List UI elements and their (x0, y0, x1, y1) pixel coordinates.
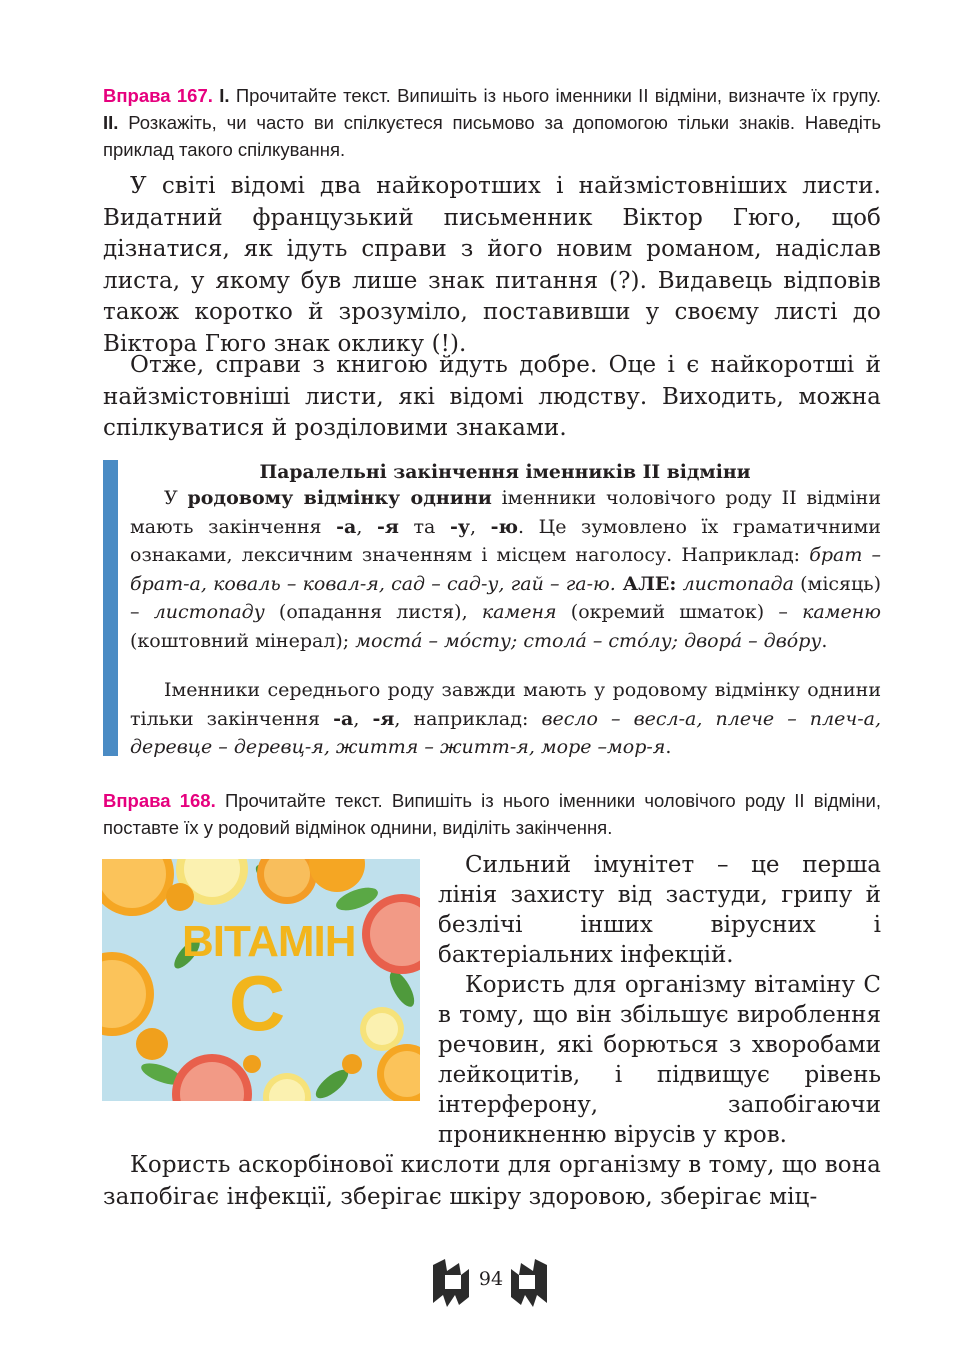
exercise-168-label: Вправа 168. (103, 790, 216, 811)
rule-text: . Це зумовлено їх граматичними ознаками, лексичним значенням і місцем наголосу. Наприклад: (130, 515, 881, 567)
exercise-168-text: Прочитайте текст. Випишіть із нього іменники чоловічого роду II відміни, поставте їх у родовий відмінок однини, виділіть закінчення. (103, 790, 882, 838)
rule-example: листопаду (153, 601, 265, 624)
exercise-167-task (103, 82, 881, 163)
part-1-text: Прочитайте текст. Випишіть із нього іменники II відміни, визначте їх групу. (229, 85, 882, 106)
rule-accent-bar (103, 460, 118, 756)
ending-ya: -я (372, 707, 395, 730)
ending-a: -а (336, 515, 357, 538)
rule-text: (окремий шматок) – (556, 601, 803, 624)
rule-but: АЛЕ: (615, 572, 677, 595)
vitamin-word: ВІТАМІН (182, 917, 356, 966)
exercise-167-label: Вправа 167. (103, 85, 213, 106)
rule-text: (опадання листя), (264, 601, 482, 624)
rule-text: , (353, 707, 373, 730)
rule-example: каменя (481, 601, 557, 624)
text-168-paragraph-2: Користь для організму вітаміну С в тому, що він збільшує вироблення речовин, які борються з хворобами лейкоцитів, і підвищує рівень інтерферону, запобігаючи проникненню вірусів у кров. (438, 972, 881, 1148)
rule-text: (місяць) – (130, 572, 881, 624)
text-167-paragraph-2: Отже, справи з книгою йдуть добре. Оце і є найкоротші й найзмістовніші листи, які відомі людству. Виходить, можна спілкуватися й розділовими знаками. (103, 352, 881, 441)
rule-text: іменники чоловічого роду II відміни мають закінчення (130, 487, 881, 538)
ending-yu: -ю (490, 515, 519, 538)
ending-a: -а (333, 707, 354, 730)
rule-text: та (398, 515, 450, 538)
rule-text: , (470, 515, 491, 538)
rule-text: . (665, 736, 672, 759)
grammar-rule-box (103, 458, 881, 759)
text-168-paragraph-3: Користь аскорбінової кислоти для організму в тому, що вона запобігає інфекції, зберігає шкіру здоровою, зберігає міц- (103, 1152, 881, 1210)
exercise-168-task (103, 787, 881, 841)
vitamin-caption (182, 917, 356, 1047)
rule-text: Іменники середнього роду завжди мають у родовому відмінку однини тільки закінчення (130, 679, 881, 730)
rule-example: мостá – мóсту; столá – стóлу; дворá – двóру (355, 629, 822, 652)
text-168-paragraph-1: Сильний імунітет – це перша лінія захисту від застуди, грипу й безлічі інших вірусних і бактеріальних інфекцій. (438, 852, 881, 968)
rule-paragraph-1 (130, 484, 881, 656)
rule-examples: весло – весл-а, плече – плеч-а, деревце – деревц-я, життя – житт-я, море –мор-я (130, 707, 881, 759)
rule-title: Паралельні закінчення іменників II відміни (259, 461, 751, 483)
part-1-marker: І. (219, 85, 230, 106)
rule-example: листопада (676, 572, 794, 595)
part-2-text: Розкажіть, чи часто ви спілкуєтеся письмово за допомогою тільки знаків. Наведіть приклад такого спілкування. (103, 112, 881, 160)
ending-u: -у (449, 515, 470, 538)
rule-paragraph-2 (130, 676, 881, 762)
rule-text: , наприклад: (394, 707, 542, 730)
rule-text: . (821, 629, 828, 652)
rule-bold-term: родовому відмінку однини (187, 487, 492, 509)
page-number: 94 (478, 1268, 504, 1290)
text-167-paragraph-1: У світі відомі два найкоротших і найзмістовніших листи. Видатний французький письменник Віктор Гюго, щоб дізнатися, як ідуть справи з його новим романом, надіслав листа, у якому був лише знак питання (?). Видавець відповів також коротко й зрозуміло, поставивши у своєму листі до Віктора Гюго знак оклику (!). (103, 173, 881, 357)
rule-text: У (164, 487, 188, 509)
rule-text: , (356, 515, 377, 538)
vitamin-letter: С (228, 959, 286, 1047)
rule-examples: брат – брат-а, коваль – ковал-я, сад – сад-у, гай – га-ю. (130, 544, 881, 595)
rule-text: (коштовний мінерал); (130, 629, 356, 652)
part-2-marker: ІІ. (103, 112, 119, 133)
rule-example: каменю (802, 601, 881, 624)
ending-ya: -я (376, 515, 399, 538)
vitamin-c-illustration (102, 859, 420, 1101)
